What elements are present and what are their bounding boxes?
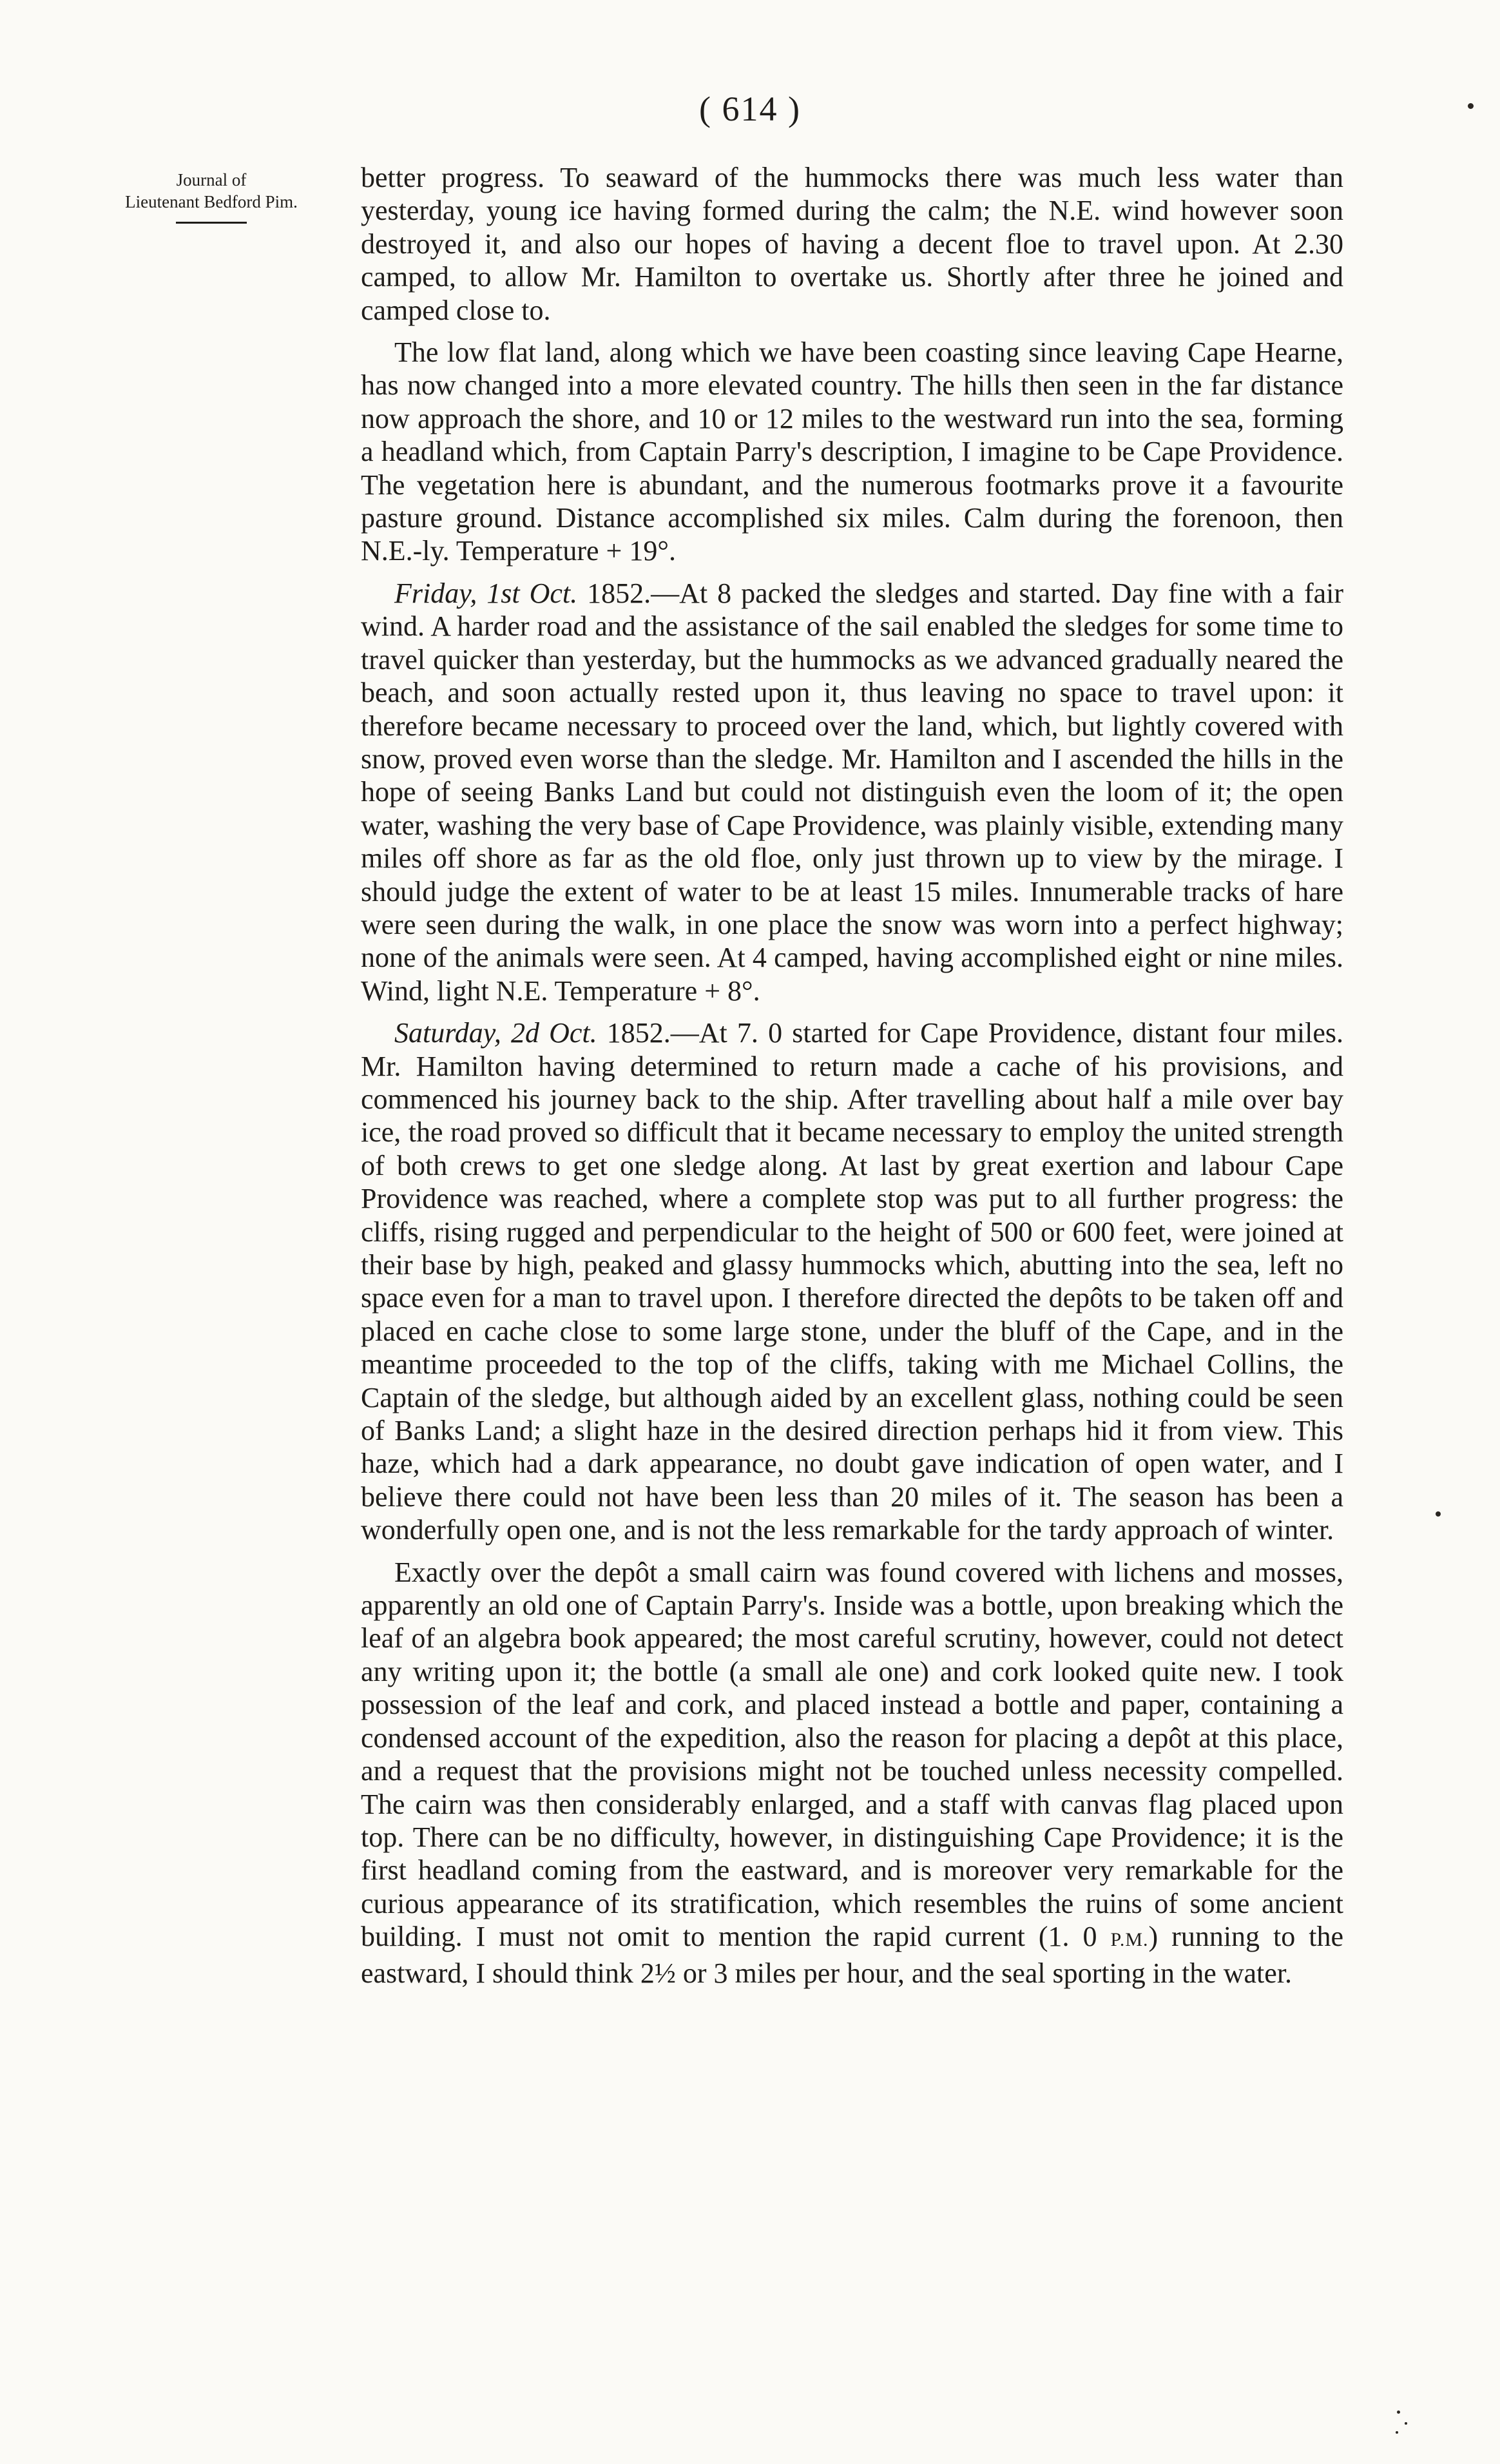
body-text [361, 161, 1343, 1999]
paragraph-5 [361, 1556, 1343, 1990]
paragraph-5-text-after: ) running to the eastward, I should think 2½ or 3 miles per hour, and the seal sporting in the water. [361, 1921, 1344, 1989]
ink-speck [1436, 1511, 1441, 1517]
paragraph-1 [361, 161, 1343, 327]
paragraph-2 [361, 336, 1343, 568]
margin-note [89, 169, 334, 224]
paragraph-4 [361, 1016, 1343, 1547]
paragraph-3 [361, 577, 1343, 1007]
margin-note-line-2: Lieutenant Bedford Pim. [125, 192, 298, 211]
ink-speck [1396, 2431, 1398, 2434]
paragraph-5-text-before: Exactly over the depôt a small cairn was found covered with lichens and mosses, apparently an old one of Captain Parry's. Inside was a bottle, upon breaking which the leaf of an algebra book appeared; the most careful scrutiny, however, could not detect any writing upon it; the bottle (a small ale one) and cork looked quite new. I took possession of the leaf and cork, and placed instead a bottle and paper, containing a condensed account of the expedition, also the reason for placing a depôt at this place, and a request that the provisions might not be touched unless necessity compelled. The cairn was then considerably enlarged, and a staff with canvas flag placed upon top. There can be no difficulty, however, in distinguishing Cape Providence; it is the first headland coming from the eastward, and is moreover very remarkable for the curious appearance of its stratification, which resembles the ruins of some ancient building. I must not omit to mention the rapid current (1. 0 [361, 1556, 1343, 1953]
margin-note-rule [176, 222, 247, 224]
entry-date-saturday: Saturday, 2d Oct. [394, 1017, 597, 1049]
ink-speck [1405, 2422, 1407, 2425]
entry-date-friday: Friday, 1st Oct. [394, 577, 578, 609]
margin-note-line-1: Journal of [176, 170, 247, 189]
paragraph-2-text: The low flat land, along which we have been coasting since leaving Cape Hearne, has now changed into a more elevated country. The hills then seen in the far distance now approach the shore, and 10 or 12 miles to the westward run into the sea, forming a headland which, from Captain Parry's description, I imagine to be Cape Providence. The vegetation here is abundant, and the numerous footmarks prove it a favourite pasture ground. Distance accomplished six miles. Calm during the forenoon, then N.E.-ly. Temperature + 19°. [361, 336, 1343, 567]
paragraph-3-text: 1852.—At 8 packed the sledges and started. Day fine with a fair wind. A harder road and the assistance of the sail enabled the sledges for some time to travel quicker than yesterday, but the hummocks as we advanced gradually neared the beach, and soon actually rested upon it, thus leaving no space to travel upon: it therefore became necessary to proceed over the land, which, but lightly covered with snow, proved even worse than the sledge. Mr. Hamilton and I ascended the hills in the hope of seeing Banks Land but could not distinguish even the loom of it; the open water, washing the very base of Cape Providence, was plainly visible, extending many miles off shore as far as the old floe, only just thrown up to view by the mirage. I should judge the extent of water to be at least 15 miles. Innumerable tracks of hare were seen during the walk, in one place the snow was worn into a perfect highway; none of the animals were seen. At 4 camped, having accomplished eight or nine miles. Wind, light N.E. Temperature + 8°. [361, 577, 1344, 1007]
ink-speck [1468, 103, 1474, 109]
time-suffix: P.M. [1110, 1929, 1149, 1951]
paragraph-1-text: better progress. To seaward of the hummocks there was much less water than yesterday, young ice having formed during the calm; the N.E. wind however soon destroyed it, and also our hopes of having a decent floe to travel upon. At 2.30 camped, to allow Mr. Hamilton to overtake us. Shortly after three he joined and camped close to. [361, 162, 1343, 326]
paragraph-4-text: 1852.—At 7. 0 started for Cape Providence, distant four miles. Mr. Hamilton having determined to return made a cache of his provisions, and commenced his journey back to the ship. After travelling about half a mile over bay ice, the road proved so difficult that it became necessary to employ the united strength of both crews to get one sledge along. At last by great exertion and labour Cape Providence was reached, where a complete stop was put to all further progress: the cliffs, rising rugged and perpendicular to the height of 500 or 600 feet, were joined at their base by high, peaked and glassy hummocks which, abutting into the sea, left no space even for a man to travel upon. I therefore directed the depôts to be taken off and placed en cache close to some large stone, under the bluff of the Cape, and in the meantime proceeded to the top of the cliffs, taking with me Michael Collins, the Captain of the sledge, but although aided by an excellent glass, nothing could be seen of Banks Land; a slight haze in the desired direction perhaps hid it from view. This haze, which had a dark appearance, no doubt gave indication of open water, and I believe there could not have been less than 20 miles of it. The season has been a wonderfully open one, and is not the less remarkable for the tardy approach of winter. [361, 1017, 1343, 1546]
ink-speck [1397, 2411, 1400, 2414]
page-number: ( 614 ) [699, 90, 801, 128]
